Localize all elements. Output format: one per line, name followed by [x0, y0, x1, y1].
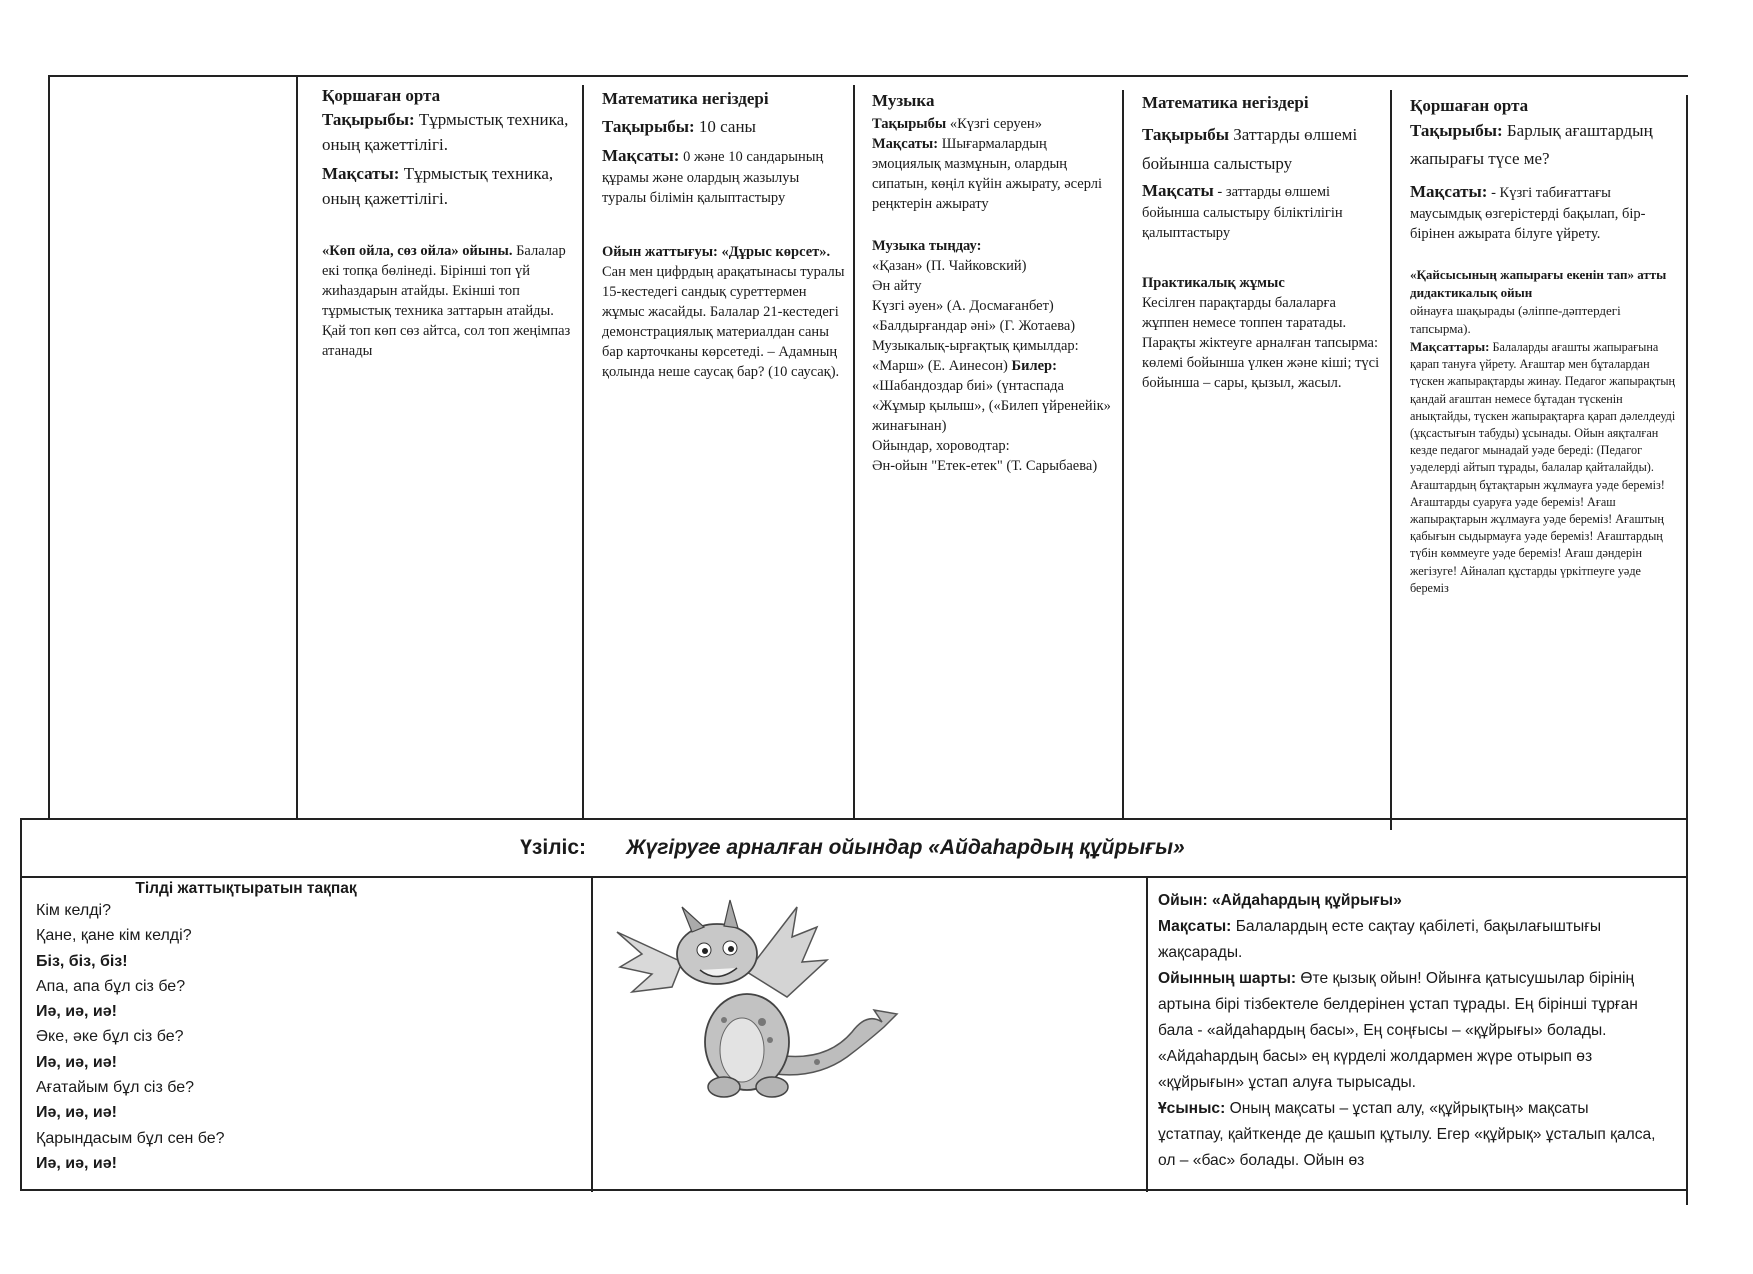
bottom-divider-1: [591, 876, 593, 1192]
goal-label: Мақсаты:: [322, 164, 400, 183]
game-title-label: Ойын:: [1158, 892, 1208, 909]
table-border-left-top: [48, 75, 50, 820]
table-border-top: [48, 75, 1688, 77]
goals-text: Балаларды ағашты жапырағына қарап тануға үйрету. Ағаштар мен бұталардан түскен жапырақтарды жинау. Педагог жапырақтың қандай ағаштан немесе бұтадан түскенін анықтайды, түскен жапырақтарға қарап дәлелдеуді (ұқсастығын табуды) ұсынады. Ойын аяқталған кезде педагог мынадай уәде береді: (Педагог уәделерді айтып тұрады, балалар қайталайды). Ағаштардың бұтақтарын жұлмауға уәде береміз! Ағаштарды суаруға уәде береміз! Ағаш жапырақтарын жұлмауға уәде береміз! Ағаштың қабығын сыдырмауға уәде береміз! Ағаштардың түбін көммеуге уәде береміз! Ағаш дәндерін жегізуге! Айналап құстарды үркітпеуге уәде береміз: [1410, 340, 1676, 595]
dragon-cell: [600, 880, 1140, 1185]
goal-label: Мақсаты:: [1410, 182, 1488, 201]
tongue-twister-cell: [36, 880, 586, 1185]
table-border-right: [1686, 95, 1688, 1205]
dragon-icon: [612, 892, 942, 1102]
march-text: «Марш» (Е. Аинесон): [872, 358, 1008, 374]
goal-text: 0 және 10 сандарының құрамы және олардың жазылуы туралы білімін қалыптастыру: [602, 149, 824, 206]
dance-line: Ән-ойын "Етек-етек" (Т. Сарыбаева): [872, 458, 1098, 474]
listen-line: Музыкалық-ырғақтық қимылдар:: [872, 338, 1079, 354]
tongue-twister-line: Иә, иә, иә!: [36, 1154, 117, 1172]
game-rules: Өте қызық ойын! Ойынға қатысушылар бірінің артына бірі тізбектеле белдерінен ұстап тұрады. Ең бірінші тұрған бала - «айдаһардың басы», Ең соңғысы – «құйрығы» болады. «Айдаһардың басы» ең күрделі жолдармен жүре отырып өз «құйрығын» ұстап алуға тырысады.: [1158, 970, 1638, 1091]
subject-title: Математика негіздері: [602, 89, 769, 108]
tongue-twister-title: Тілді жаттықтыратын тақпақ: [135, 880, 357, 897]
goal-label: Мақсаты:: [872, 136, 939, 152]
goal-text: Тұрмыстық техника, оның қажеттілігі.: [322, 164, 554, 208]
tongue-twister-line: Әке, әке бұл сіз бе?: [36, 1028, 184, 1046]
dance-line: Ойындар, хороводтар:: [872, 438, 1010, 454]
dance-line: «Шабандоздар биі» (үнтаспада «Жұмыр қылыш», («Билеп үйренейік» жинағынан): [872, 378, 1111, 434]
column-environment-2: [1410, 95, 1682, 830]
table-border-bottom: [20, 1189, 1688, 1191]
listen-line: «Балдырғандар әні» (Г. Жотаева): [872, 318, 1076, 334]
game-title: «Қайсысының жапырағы екенін тап» атты дидактикалық ойын: [1410, 267, 1667, 300]
game-cell: [1158, 888, 1658, 1188]
break-row: [20, 820, 1685, 876]
topic-text: 10 саны: [698, 117, 756, 136]
activity-text: Сан мен цифрдың арақатынасы туралы 15-кестедегі сандық суреттермен жұмыс жасайды. Балалар 21-кестедегі демонстрациялық материалдан саны бар карточканы көрсетеді. – Адамның қолында неше саусақ бар? (10 саусақ).: [602, 264, 845, 380]
topic-text: Барлық ағаштардың жапырағы түсе ме?: [1410, 121, 1653, 168]
tongue-twister-line: Қане, қане кім келді?: [36, 927, 192, 945]
column-divider-4: [1122, 90, 1124, 820]
topic-label: Тақырыбы:: [1410, 121, 1503, 140]
goal-text: - Күзгі табиғаттағы маусымдық өзгерістерді бақылап, бір-бірінен ажырата білуге үйрету.: [1410, 185, 1646, 242]
listen-line: Ән айту: [872, 278, 922, 294]
listen-title: Музыка тыңдау:: [872, 238, 982, 254]
topic-label: Тақырыбы: [1142, 125, 1229, 144]
activity-text: Балалар екі топқа бөлінеді. Бірінші топ үй жиһаздарын атайды. Екінші топ тұрмыстық техника заттарын атайды. Қай топ көп сөз айтса, сол топ жеңімпаз атанады: [322, 243, 571, 359]
column-divider-2: [582, 85, 584, 820]
topic-text: Тұрмыстық техника, оның қажеттілігі.: [322, 110, 569, 154]
goal-label: Мақсаты:: [602, 146, 680, 165]
tongue-twister-line: Иә, иә, иә!: [36, 1003, 117, 1021]
dance-label: Билер:: [1011, 358, 1057, 374]
goal-text: Шығармалардың эмоциялық мазмұнын, олардың сипатын, көңіл күйін ажырату, әсерлі реңктерін ажырату: [872, 136, 1103, 212]
activity-title: Ойын жаттығуы: «Дұрыс көрсет».: [602, 244, 831, 260]
topic-label: Тақырыбы: [872, 116, 947, 132]
topic-text: «Күзгі серуен»: [949, 116, 1042, 132]
game-note-label: Ұсыныс:: [1158, 1100, 1226, 1117]
game-note: Оның мақсаты – ұстап алу, «құйрықтың» мақсаты ұстатпау, қайткенде де қашып құтылу. Егер «құйрық» ұсталып қалса, ол – «бас» болады. Ойын өз: [1158, 1100, 1656, 1169]
activity-title: Практикалық жұмыс: [1142, 275, 1285, 291]
tongue-twister-line: Ағатайым бұл сіз бе?: [36, 1079, 195, 1097]
tongue-twister-line: Кім келді?: [36, 902, 111, 919]
column-environment-1: [322, 85, 577, 815]
goals-label: Мақсаттары:: [1410, 339, 1490, 354]
topic-label: Тақырыбы:: [602, 117, 695, 136]
goal-label: Мақсаты: [1142, 181, 1214, 200]
subject-title: Музыка: [872, 91, 935, 110]
tongue-twister-line: Қарындасым бұл сен бе?: [36, 1129, 225, 1147]
game-subtitle: ойнауға шақырады (әліппе-дәптердегі тапсырма).: [1410, 303, 1621, 336]
subject-title: Математика негіздері: [1142, 93, 1309, 112]
game-goal-label: Мақсаты:: [1158, 918, 1232, 935]
column-math-2: [1142, 92, 1386, 815]
bottom-section-top-border: [20, 876, 1688, 878]
topic-text: Заттарды өлшемі бойынша салыстыру: [1142, 125, 1358, 173]
subject-title: Қоршаған орта: [322, 86, 441, 105]
tongue-twister-line: Біз, біз, біз!: [36, 952, 128, 970]
listen-line: «Қазан» (П. Чайковский): [872, 258, 1027, 274]
activity-title: «Көп ойла, сөз ойла» ойыны.: [322, 243, 513, 259]
column-divider-3: [853, 85, 855, 820]
game-title: «Айдаһардың құйрығы»: [1212, 892, 1402, 909]
tongue-twister-line: Иә, иә, иә!: [36, 1104, 117, 1122]
column-math-1: [602, 88, 847, 815]
game-rules-label: Ойынның шарты:: [1158, 970, 1297, 987]
listen-line: Күзгі әуен» (А. Досмағанбет): [872, 298, 1054, 314]
topic-label: Тақырыбы:: [322, 110, 415, 129]
tongue-twister-lines: [36, 898, 586, 1176]
tongue-twister-line: Иә, иә, иә!: [36, 1053, 117, 1071]
activity-text: Кесілген парақтарды балаларға жұппен немесе топпен таратады. Парақты жіктеуге арналған тапсырма: көлемі бойынша үлкен және кіші; түсі бойынша – сары, қызыл, жасыл.: [1142, 295, 1380, 391]
column-divider-5: [1390, 90, 1392, 830]
column-divider-1: [296, 75, 298, 820]
tongue-twister-line: Апа, апа бұл сіз бе?: [36, 977, 186, 995]
bottom-divider-2: [1146, 876, 1148, 1192]
column-music: [872, 90, 1117, 815]
break-text: Жүгіруге арналған ойындар «Айдаһардың құйрығы»: [626, 836, 1185, 859]
subject-title: Қоршаған орта: [1410, 96, 1529, 115]
break-label: Үзіліс:: [520, 836, 587, 859]
game-goal: Балалардың есте сақтау қабілеті, бақылағыштығы жақсарады.: [1158, 918, 1602, 961]
goal-text: - заттарды өлшемі бойынша салыстыру біліктілігін қалыптастыру: [1142, 184, 1343, 241]
